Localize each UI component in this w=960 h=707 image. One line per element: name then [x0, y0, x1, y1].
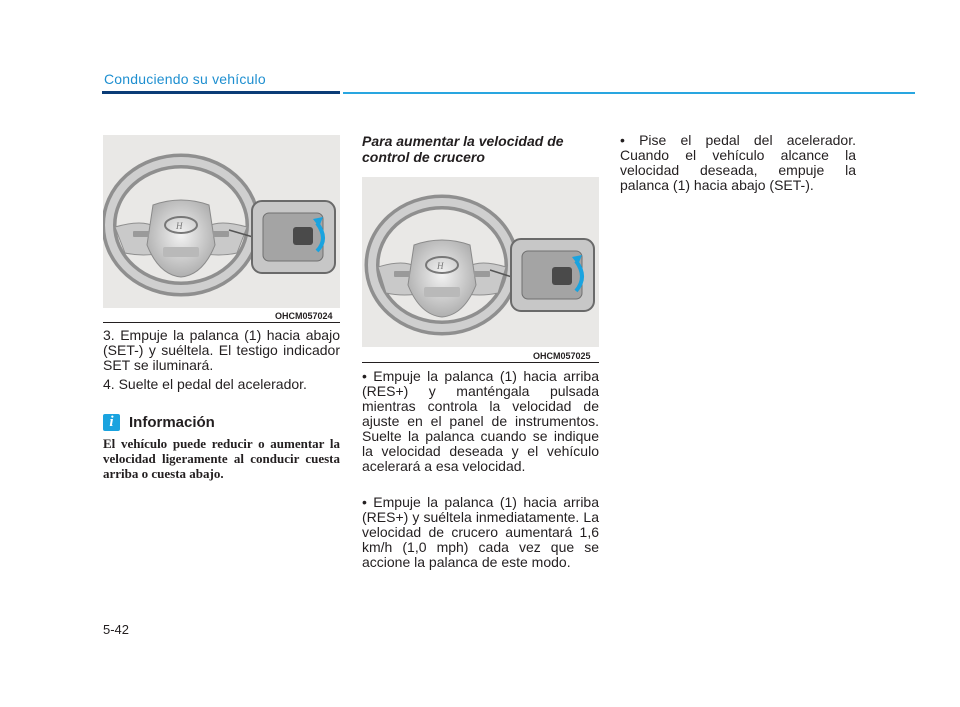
bullet-marker: •: [362, 368, 367, 384]
step-3: [103, 328, 340, 373]
info-heading: [103, 412, 215, 432]
section-title: Conduciendo su vehículo: [104, 71, 266, 87]
bullet-2: [362, 495, 599, 570]
bullet-3-text: Pise el pedal del acelerador. Cuando el vehículo alcance la velocidad deseada, empuje la palanca (1) hacia abajo (SET-).: [620, 132, 856, 193]
bullet-1-text: Empuje la palanca (1) hacia arriba (RES+) y manténgala pulsada mientras controla la velocidad de ajuste en el panel de instrumentos. Suelte la palanca cuando se indique la velocidad deseada y el vehículo acelerará a esa velocidad.: [362, 368, 599, 474]
step-4-text: 4. Suelte el pedal del acelerador.: [103, 376, 307, 392]
info-icon: i: [103, 414, 120, 431]
steering-wheel-illustration: [103, 135, 340, 308]
step-4: [103, 377, 340, 392]
bullet-1: [362, 369, 599, 474]
header-rule-dark: [102, 91, 340, 94]
figure-caption-rule-1: [103, 322, 340, 323]
svg-text:H: H: [437, 261, 444, 271]
page-number: 5-42: [103, 622, 130, 637]
figure-caption-rule-2: [362, 362, 599, 363]
figure-caption-2: OHCM057025: [533, 351, 591, 361]
steering-wheel-figure-2: [362, 177, 599, 347]
section-subheading: Para aumentar la velocidad de control de crucero: [362, 133, 564, 165]
steering-wheel-figure-1: [103, 135, 340, 308]
figure-caption-1: OHCM057024: [275, 311, 333, 321]
bullet-marker: •: [620, 132, 625, 148]
info-title: Información: [129, 413, 215, 431]
bullet-2-text: Empuje la palanca (1) hacia arriba (RES+) y suéltela inmediatamente. La velocidad de crucero aumentará 1,6 km/h (1,0 mph) cada vez que se accione la palanca de este modo.: [362, 494, 599, 570]
steering-wheel-illustration: [362, 177, 599, 347]
svg-text:H: H: [176, 221, 183, 231]
bullet-3: [620, 133, 856, 193]
info-body: El vehículo puede reducir o aumentar la velocidad ligeramente al conducir cuesta arriba o cuesta abajo.: [103, 436, 340, 481]
header-rule-light: [343, 92, 915, 94]
step-3-text: 3. Empuje la palanca (1) hacia abajo (SET-) y suéltela. El testigo indicador SET se iluminará.: [103, 327, 340, 373]
bullet-marker: •: [362, 494, 367, 510]
